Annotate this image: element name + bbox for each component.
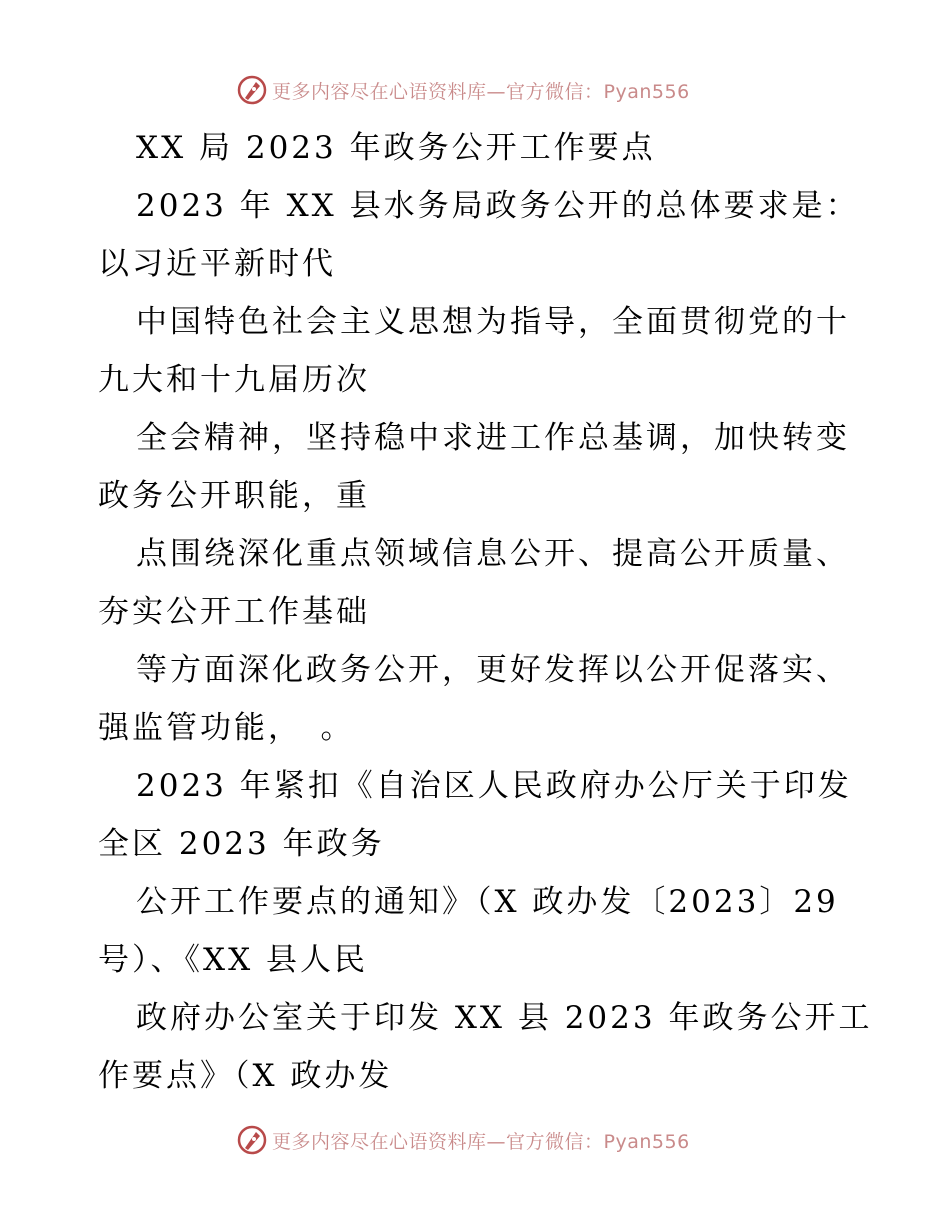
watermark-text: 更多内容尽在心语资料库—官方微信：Pyan556 bbox=[272, 80, 690, 103]
text-line: 九大和十九届历次 bbox=[98, 362, 370, 398]
text-line: 点围绕深化重点领域信息公开、提高公开质量、 bbox=[136, 536, 850, 572]
text-line: 作要点》（X 政办发 bbox=[98, 1058, 393, 1094]
pen-nib-logo-icon bbox=[236, 1124, 268, 1156]
text-line: 强监管功能， 。 bbox=[98, 710, 355, 746]
watermark-text: 更多内容尽在心语资料库—官方微信：Pyan556 bbox=[272, 1130, 690, 1153]
text-line: 等方面深化政务公开，更好发挥以公开促落实、 bbox=[136, 652, 850, 688]
watermark-banner-bottom bbox=[236, 1122, 690, 1158]
text-line: 2023 年紧扣《自治区人民政府办公厅关于印发 bbox=[136, 768, 852, 804]
text-line: 号）、《XX 县人民 bbox=[98, 942, 368, 978]
text-line: 公开工作要点的通知》（X 政办发〔2023〕29 bbox=[136, 884, 839, 920]
text-line: 政府办公室关于印发 XX 县 2023 年政务公开工 bbox=[136, 1000, 873, 1036]
text-line: 全区 2023 年政务 bbox=[98, 826, 385, 862]
text-line: 全会精神，坚持稳中求进工作总基调，加快转变 bbox=[136, 420, 850, 456]
text-line: 2023 年 XX 县水务局政务公开的总体要求是： bbox=[136, 188, 860, 224]
text-line: 以习近平新时代 bbox=[98, 246, 336, 282]
doc-title: XX 局 2023 年政务公开工作要点 bbox=[136, 130, 656, 166]
pen-nib-logo-icon bbox=[236, 74, 268, 106]
watermark-banner-top bbox=[236, 72, 690, 108]
text-line: 夯实公开工作基础 bbox=[98, 594, 370, 630]
text-line: 政务公开职能，重 bbox=[98, 478, 370, 514]
text-line: 中国特色社会主义思想为指导，全面贯彻党的十 bbox=[136, 304, 850, 340]
